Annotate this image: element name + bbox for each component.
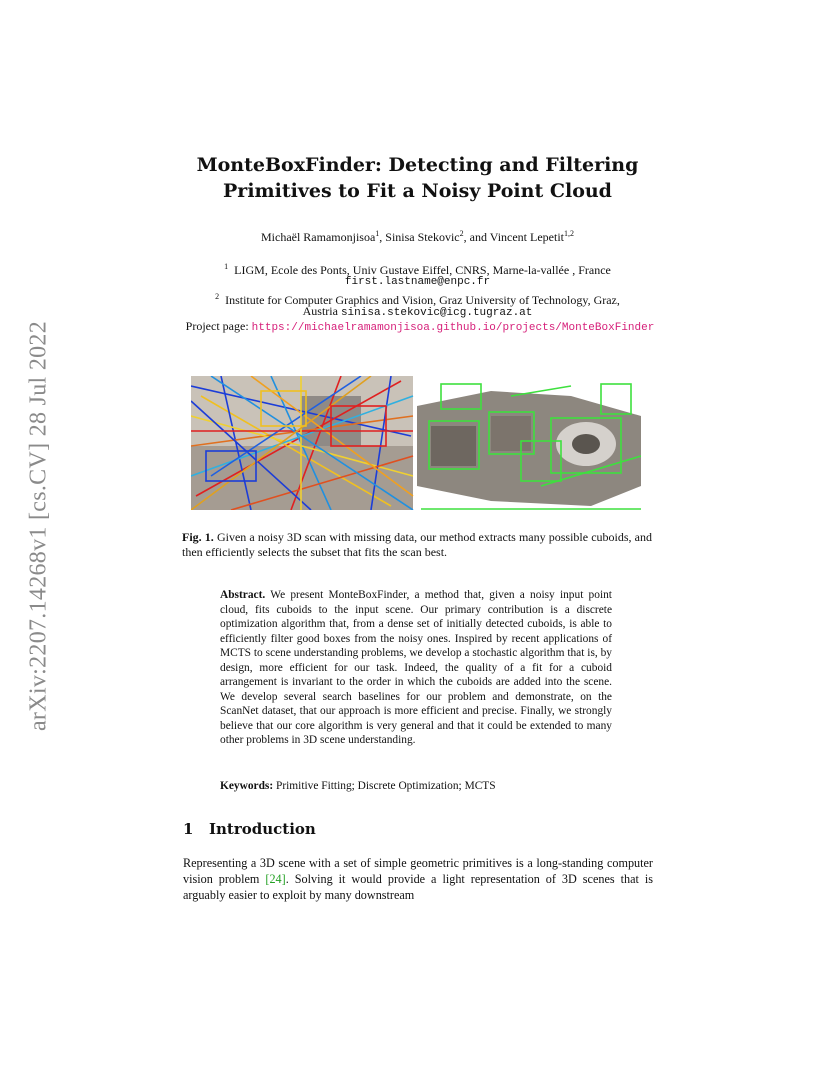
affiliation-1-marker: 1	[224, 262, 229, 271]
author-1: Michaël Ramamonjisoa	[260, 230, 376, 244]
author-2: , Sinisa Stekovic	[379, 230, 460, 244]
keywords	[220, 780, 612, 792]
section-number: 1	[183, 820, 194, 838]
project-page-label: Project page:	[185, 319, 249, 333]
section-title: Introduction	[209, 820, 316, 838]
intro-text-2: . Solving it would provide a light representation of 3D scenes that is arguably easier to exploit by many downstream	[183, 872, 653, 902]
figure-caption-text: Given a noisy 3D scan with missing data, our method extracts many possible cuboids, and then efficiently selects the subset that fits the scan best.	[182, 530, 653, 559]
teaser-figure	[191, 376, 641, 510]
author-3: , and Vincent Lepetit	[463, 230, 564, 244]
intro-text-1: Representing a 3D scene with a set of simple geometric primitives is a long-standing computer vision problem	[183, 856, 653, 886]
figure-caption-label: Fig. 1.	[182, 530, 214, 544]
arxiv-stamp	[25, 296, 52, 756]
citation-link[interactable]: [24]	[265, 872, 286, 886]
project-page-link[interactable]: https://michaelramamonjisoa.github.io/projects/MonteBoxFinder	[251, 322, 655, 334]
affiliation-2-text: Institute for Computer Graphics and Vision, Graz University of Technology, Graz,	[225, 293, 620, 307]
author-2-affil: 2	[459, 229, 464, 238]
affiliation-1-text: LIGM, Ecole des Ponts, Univ Gustave Eiffel, CNRS, Marne-la-vallée , France	[234, 263, 611, 277]
filtered-cuboids-panel	[417, 376, 641, 510]
author-3-affil: 1,2	[564, 229, 574, 238]
noisy-cuboids-panel	[191, 376, 413, 510]
paper-title: MonteBoxFinder: Detecting and Filtering Primitives to Fit a Noisy Point Cloud	[196, 154, 639, 202]
project-page	[160, 319, 680, 336]
affiliation-2-country: Austria	[302, 304, 338, 318]
abstract-label: Abstract.	[220, 589, 266, 601]
figure-caption	[182, 530, 652, 560]
keywords-label: Keywords:	[220, 780, 274, 792]
keywords-text: Primitive Fitting; Discrete Optimization; MCTS	[276, 780, 496, 792]
author-1-affil: 1	[375, 229, 380, 238]
section-heading	[183, 820, 316, 838]
abstract	[220, 588, 612, 748]
affiliation-2-marker: 2	[215, 292, 220, 301]
author-list	[150, 229, 685, 245]
abstract-text: We present MonteBoxFinder, a method that, given a noisy input point cloud, fits cuboids to the input scene. Our primary contribution is a discrete optimization algorithm that, from a dense set of initially detected cuboids, is able to efficiently filter good boxes from the noisy ones. Inspired by recent applications of MCTS to scene understanding problems, we develop a stochastic algorithm that is, by design, more efficient for our task. Indeed, the quality of a fit for a cuboid arrangement is invariant to the order in which the cuboids are added into the scene. We develop several search baselines for our problem and demonstrate, on the ScanNet dataset, that our approach is more efficient and precise. Finally, we strongly believe that our core algorithm is very general and that it could be extended to many other problems in 3D scene understanding.	[220, 589, 612, 746]
arxiv-stamp-text: arXiv:2207.14268v1 [cs.CV] 28 Jul 2022	[25, 320, 52, 732]
email-1[interactable]: first.lastname@enpc.fr	[344, 276, 491, 288]
email-2[interactable]: sinisa.stekovic@icg.tugraz.at	[340, 307, 533, 319]
intro-paragraph	[183, 855, 653, 903]
